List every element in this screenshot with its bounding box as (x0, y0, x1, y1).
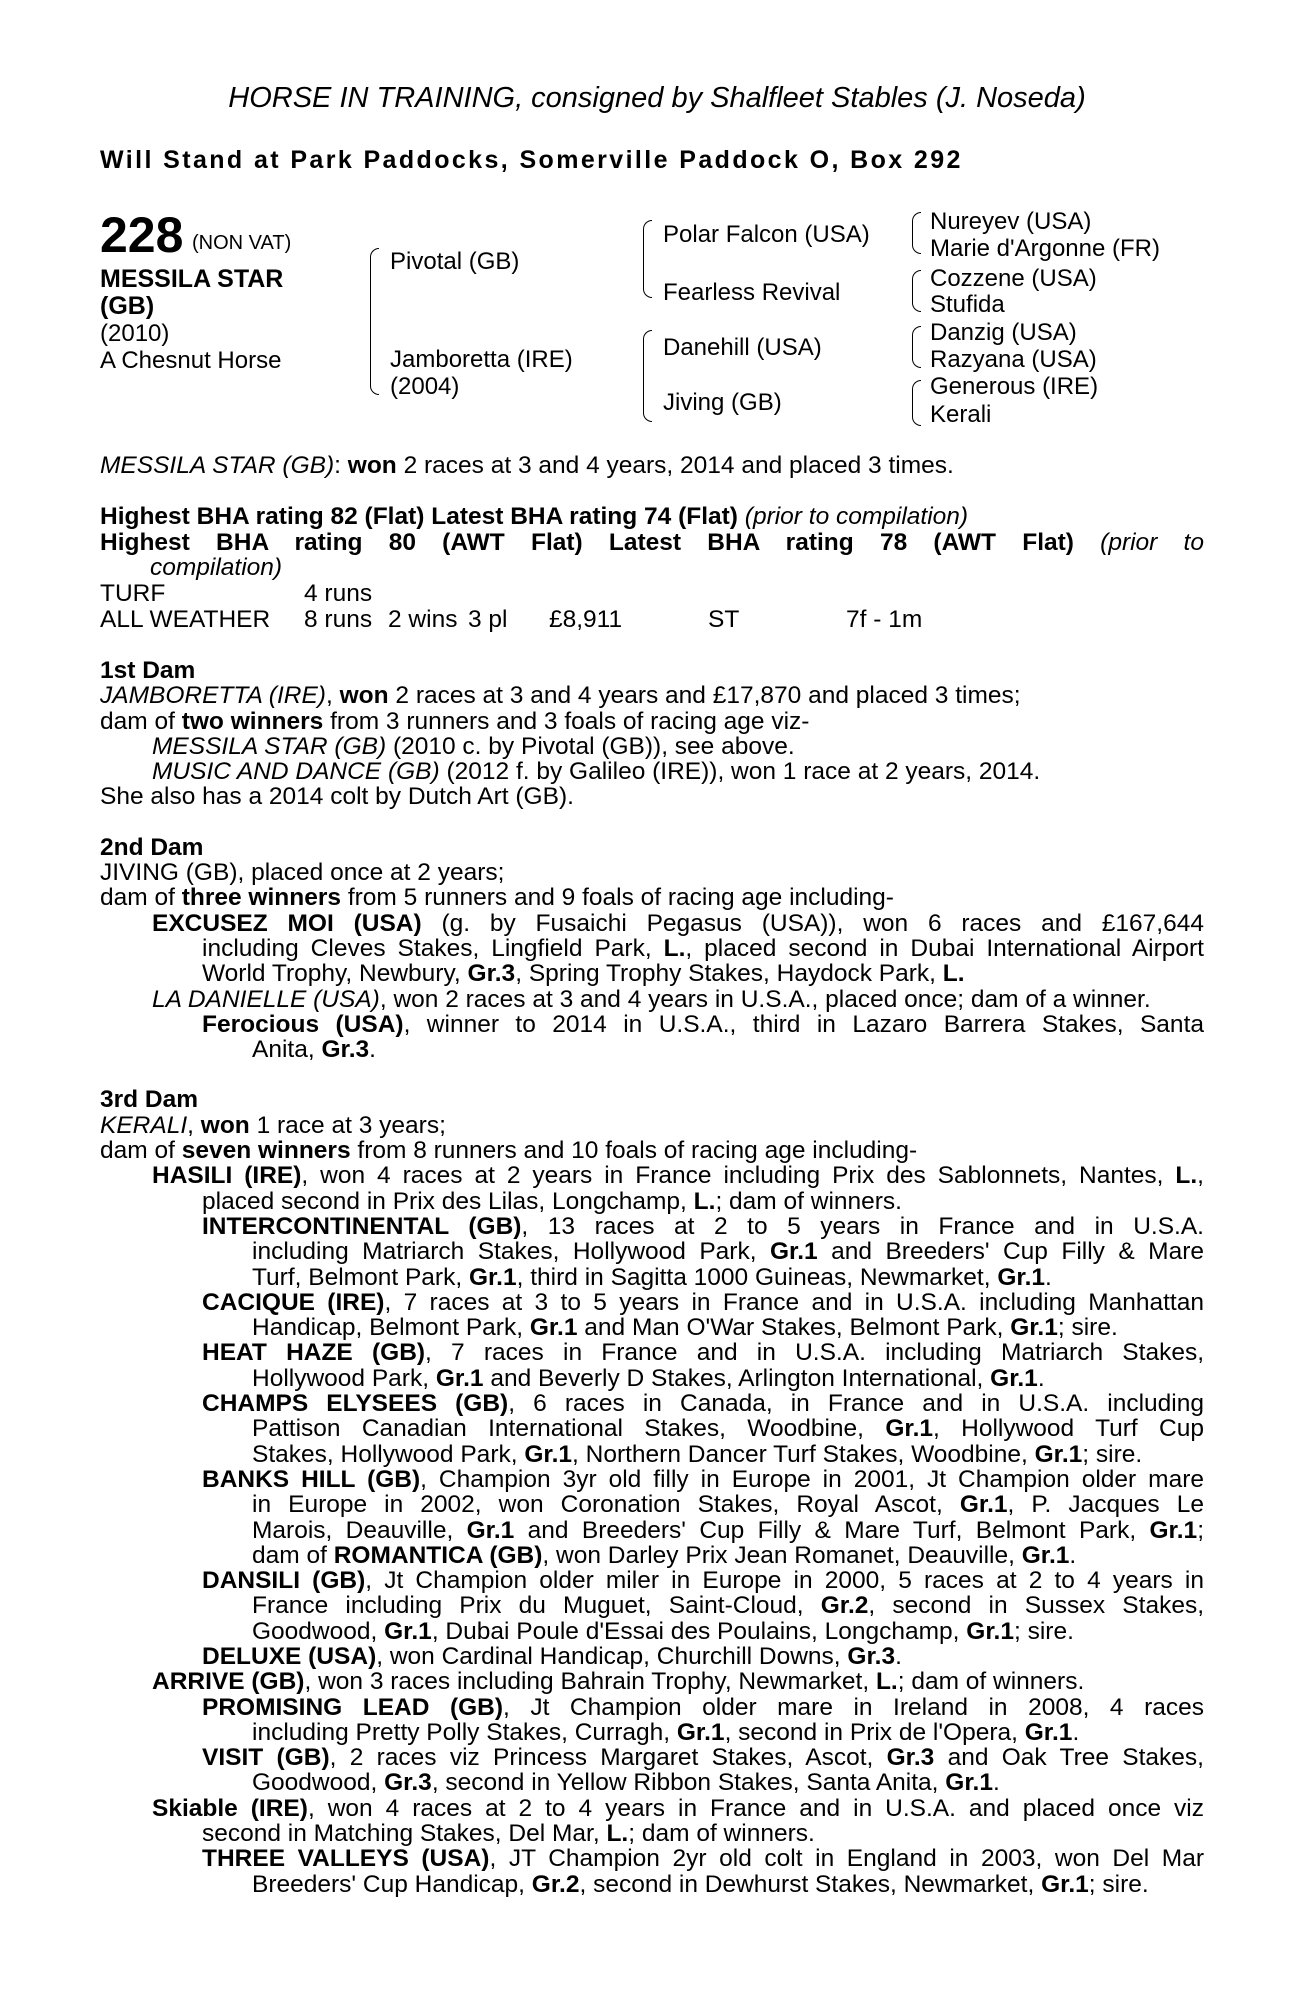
dam2-offspring-2: LA DANIELLE (USA), won 2 races at 3 and 4 years in U.S.A., placed once; dam of a winner. (152, 985, 1151, 1013)
gen3-bracket-3 (912, 326, 921, 368)
pedigree-gen3-2: Marie d'Argonne (FR) (930, 235, 1160, 262)
record-aw-going: ST (708, 606, 740, 633)
gen3-bracket-1 (912, 212, 921, 254)
ratings-awt-note: (prior to (1100, 529, 1204, 556)
page-header: HORSE IN TRAINING, consigned by Shalfleet Stables (J. Noseda) (228, 82, 1086, 114)
horse-country: (GB) (100, 292, 155, 320)
dam3-intercontinental: INTERCONTINENTAL (GB), 13 races at 2 to 5 years in France and in U.S.A. (202, 1212, 1204, 1240)
pedigree-gen3-7: Generous (IRE) (930, 373, 1099, 400)
dam3-champs-elysees-cont: Pattison Canadian International Stakes, Woodbine, Gr.1, Hollywood Turf Cup (252, 1415, 1204, 1443)
dam1-record: JAMBORETTA (IRE), won 2 races at 3 and 4 years and £17,870 and placed 3 times; (100, 682, 1021, 710)
ratings-flat-note: (prior to compilation) (737, 503, 969, 530)
gen2-bracket-2 (643, 330, 652, 422)
dam2-grandoffspring-1-cont: Anita, Gr.3. (252, 1036, 376, 1064)
ratings-flat-values: Highest BHA rating 82 (Flat) Latest BHA rating 74 (Flat) (100, 503, 738, 530)
ratings-awt-values: Highest BHA rating 80 (AWT Flat) Latest BHA rating 78 (AWT Flat) (100, 529, 1074, 556)
dam1-note: She also has a 2014 colt by Dutch Art (GB). (100, 783, 574, 811)
dam3-banks-hill-cont3: dam of ROMANTICA (GB), won Darley Prix Jean Romanet, Deauville, Gr.1. (252, 1541, 1077, 1569)
dam1-produce: dam of two winners from 3 runners and 3 foals of racing age viz- (100, 707, 810, 735)
dam2-record: JIVING (GB), placed once at 2 years; (100, 859, 505, 887)
dam2-offspring-1: EXCUSEZ MOI (USA) (g. by Fusaichi Pegasus (USA)), won 6 races and £167,644 (152, 909, 1204, 937)
record-aw-label: ALL WEATHER (100, 606, 271, 633)
horse-name: MESSILA STAR (100, 265, 284, 293)
dam3-visit: VISIT (GB), 2 races viz Princess Margaret Stakes, Ascot, Gr.3 and Oak Tree Stakes, (202, 1744, 1204, 1772)
family-section (100, 658, 1204, 1897)
dam3-intercontinental-cont: including Matriarch Stakes, Hollywood Park, Gr.1 and Breeders' Cup Filly & Mare (252, 1238, 1204, 1266)
dam3-banks-hill: BANKS HILL (GB), Champion 3yr old filly in Europe in 2001, Jt Champion older mare (202, 1465, 1204, 1493)
gen3-bracket-4 (912, 380, 921, 426)
record-aw-wins: 2 wins (388, 606, 458, 633)
dam3-cacique: CACIQUE (IRE), 7 races at 3 to 5 years in France and in U.S.A. including Manhattan (202, 1288, 1204, 1316)
dam2-offspring-1-cont2: World Trophy, Newbury, Gr.3, Spring Trophy Stakes, Haydock Park, L. (202, 960, 965, 988)
pedigree-gen2-4: Jiving (GB) (663, 389, 782, 416)
pedigree-gen3-6: Razyana (USA) (930, 346, 1097, 373)
ratings-flat (100, 504, 968, 529)
horse-year: (2010) (100, 320, 170, 347)
pedigree-sire: Pivotal (GB) (390, 248, 520, 275)
gen3-bracket-2 (912, 270, 921, 312)
dam1-heading: 1st Dam (100, 657, 196, 684)
dam3-banks-hill-cont: in Europe in 2002, won Coronation Stakes, Royal Ascot, Gr.1, P. Jacques Le (252, 1491, 1204, 1519)
gen2-bracket-1 (643, 220, 652, 298)
dam3-cacique-cont: Handicap, Belmont Park, Gr.1 and Man O'War Stakes, Belmont Park, Gr.1; sire. (252, 1314, 1118, 1342)
ratings-awt (100, 530, 1204, 555)
pedigree-gen2-2: Fearless Revival (663, 279, 841, 306)
pedigree-gen3-5: Danzig (USA) (930, 319, 1077, 346)
dam3-dansili: DANSILI (GB), Jt Champion older miler in Europe in 2000, 5 races at 2 to 4 years in (202, 1567, 1204, 1595)
sire-bracket (370, 248, 379, 395)
dam3-record: KERALI, won 1 race at 3 years; (100, 1111, 446, 1139)
pedigree-dam-year: (2004) (390, 373, 460, 400)
dam3-intercontinental-cont2: Turf, Belmont Park, Gr.1, third in Sagitta 1000 Guineas, Newmarket, Gr.1. (252, 1263, 1052, 1291)
consignment-location: Will Stand at Park Paddocks, Somerville Paddock O, Box 292 (100, 146, 963, 174)
summary-rest: 2 races at 3 and 4 years, 2014 and placed 3 times. (396, 452, 954, 479)
dam3-deluxe: DELUXE (USA), won Cardinal Handicap, Churchill Downs, Gr.3. (202, 1642, 902, 1670)
lot-number: 228 (100, 207, 184, 263)
dam3-promising-lead: PROMISING LEAD (GB), Jt Champion older mare in Ireland in 2008, 4 races (202, 1693, 1204, 1721)
dam3-produce: dam of seven winners from 8 runners and 10 foals of racing age including- (100, 1137, 918, 1165)
record-aw-placed: 3 pl (468, 606, 508, 633)
dam3-hasili: HASILI (IRE), won 4 races at 2 years in France including Prix des Sablonnets, Nantes, L., (152, 1162, 1204, 1190)
summary-won: won (347, 452, 397, 479)
dam3-champs-elysees-cont2: Stakes, Hollywood Park, Gr.1, Northern Dancer Turf Stakes, Woodbine, Gr.1; sire. (252, 1440, 1143, 1468)
horse-description: A Chesnut Horse (100, 347, 282, 374)
pedigree-gen3-1: Nureyev (USA) (930, 208, 1092, 235)
pedigree-gen2-3: Danehill (USA) (663, 334, 822, 361)
dam2-offspring-1-cont: including Cleves Stakes, Lingfield Park, L., placed second in Dubai International Airport (202, 934, 1204, 962)
dam1-offspring-2: MUSIC AND DANCE (GB) (2012 f. by Galileo (IRE)), won 1 race at 2 years, 2014. (152, 758, 1041, 786)
record-aw-runs: 8 runs (304, 606, 373, 633)
ratings-awt-note-cont: compilation) (150, 554, 283, 581)
dam3-heat-haze: HEAT HAZE (GB), 7 races in France and in U.S.A. including Matriarch Stakes, (202, 1339, 1204, 1367)
dam3-visit-cont: Goodwood, Gr.3, second in Yellow Ribbon Stakes, Santa Anita, Gr.1. (252, 1769, 1000, 1797)
race-summary: MESSILA STAR (GB): won 2 races at 3 and 4 years, 2014 and placed 3 times. (100, 452, 954, 479)
dam3-heading: 3rd Dam (100, 1086, 199, 1114)
record-turf-label: TURF (100, 580, 166, 607)
record-aw-distance: 7f - 1m (846, 606, 923, 633)
summary-horse-name: MESSILA STAR (GB) (100, 452, 335, 479)
dam3-heat-haze-cont: Hollywood Park, Gr.1 and Beverly D Stakes, Arlington International, Gr.1. (252, 1364, 1045, 1392)
dam2-heading: 2nd Dam (100, 833, 204, 861)
lot-vat-status: (NON VAT) (192, 232, 292, 254)
dam3-hasili-cont: placed second in Prix des Lilas, Longchamp, L.; dam of winners. (202, 1187, 902, 1215)
dam2-grandoffspring-1: Ferocious (USA), winner to 2014 in U.S.A., third in Lazaro Barrera Stakes, Santa (202, 1010, 1204, 1038)
dam3-skiable: Skiable (IRE), won 4 races at 2 to 4 years in France and in U.S.A. and placed once viz (152, 1794, 1204, 1822)
dam3-skiable-cont: second in Matching Stakes, Del Mar, L.; dam of winners. (202, 1820, 815, 1848)
pedigree-gen3-3: Cozzene (USA) (930, 265, 1097, 292)
dam3-three-valleys-cont: Breeders' Cup Handicap, Gr.2, second in Dewhurst Stakes, Newmarket, Gr.1; sire. (252, 1870, 1149, 1898)
dam3-dansili-cont: France including Prix du Muguet, Saint-Cloud, Gr.2, second in Sussex Stakes, (252, 1592, 1205, 1620)
dam2-produce: dam of three winners from 5 runners and 9 foals of racing age including- (100, 884, 894, 912)
dam3-champs-elysees: CHAMPS ELYSEES (GB), 6 races in Canada, in France and in U.S.A. including (202, 1390, 1204, 1418)
pedigree-gen2-1: Polar Falcon (USA) (663, 221, 870, 248)
pedigree-gen3-4: Stufida (930, 291, 1005, 318)
pedigree-dam: Jamboretta (IRE) (390, 346, 573, 373)
record-turf-runs: 4 runs (304, 580, 373, 607)
dam3-promising-lead-cont: including Pretty Polly Stakes, Curragh, Gr.1, second in Prix de l'Opera, Gr.1. (252, 1718, 1080, 1746)
dam3-three-valleys: THREE VALLEYS (USA), JT Champion 2yr old colt in England in 2003, won Del Mar (202, 1845, 1204, 1873)
dam3-dansili-cont2: Goodwood, Gr.1, Dubai Poule d'Essai des Poulains, Longchamp, Gr.1; sire. (252, 1617, 1074, 1645)
dam1-offspring-1: MESSILA STAR (GB) (2010 c. by Pivotal (GB)), see above. (152, 732, 795, 760)
dam3-arrive: ARRIVE (GB), won 3 races including Bahrain Trophy, Newmarket, L.; dam of winners. (152, 1668, 1085, 1696)
dam1-name: JAMBORETTA (IRE) (100, 682, 326, 710)
record-aw-earnings: £8,911 (549, 606, 623, 633)
pedigree-gen3-8: Kerali (930, 401, 992, 428)
dam3-banks-hill-cont2: Marois, Deauville, Gr.1 and Breeders' Cup Filly & Mare Turf, Belmont Park, Gr.1; (252, 1516, 1204, 1544)
